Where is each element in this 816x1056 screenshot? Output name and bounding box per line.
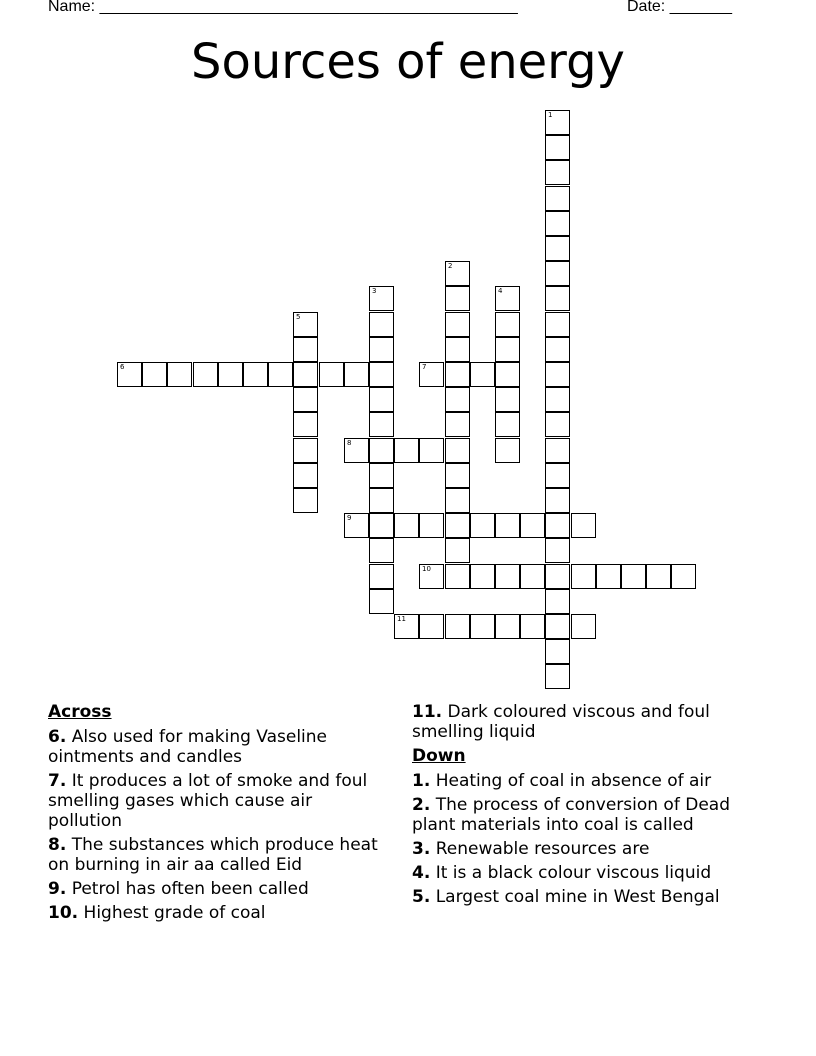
grid-cell[interactable]	[445, 488, 470, 513]
grid-cell[interactable]	[445, 286, 470, 311]
clue-across-11	[412, 702, 762, 742]
grid-cell[interactable]	[520, 513, 545, 538]
grid-cell[interactable]	[445, 438, 470, 463]
clue-across-8	[48, 835, 388, 875]
grid-cell[interactable]	[545, 160, 570, 185]
grid-cell[interactable]	[445, 362, 470, 387]
grid-cell[interactable]	[545, 639, 570, 664]
grid-cell[interactable]	[394, 614, 419, 639]
grid-cell[interactable]	[142, 362, 167, 387]
grid-cell[interactable]	[545, 463, 570, 488]
grid-cell[interactable]	[445, 337, 470, 362]
grid-cell[interactable]	[470, 513, 495, 538]
grid-cell[interactable]	[218, 362, 243, 387]
grid-cell[interactable]	[193, 362, 218, 387]
clue-text: It produces a lot of smoke and foul smelling gases which cause air pollution	[48, 771, 368, 831]
grid-cell[interactable]	[545, 538, 570, 563]
clue-across-6	[48, 727, 388, 767]
clue-text: Also used for making Vaseline ointments and candles	[48, 727, 328, 767]
grid-cell[interactable]	[520, 564, 545, 589]
grid-cell[interactable]	[293, 387, 318, 412]
grid-cell[interactable]	[545, 513, 570, 538]
grid-cell[interactable]	[344, 438, 369, 463]
clue-down-3	[412, 839, 762, 859]
clue-text: It is a black colour viscous liquid	[435, 863, 712, 883]
page-title: Sources of energy	[191, 34, 625, 90]
grid-cell[interactable]	[545, 589, 570, 614]
grid-cell[interactable]	[445, 463, 470, 488]
cell-number: 3	[372, 287, 377, 295]
grid-cell[interactable]	[369, 286, 394, 311]
grid-cell[interactable]	[293, 438, 318, 463]
cell-number: 7	[422, 363, 427, 371]
grid-cell[interactable]	[545, 362, 570, 387]
grid-cell[interactable]	[545, 564, 570, 589]
grid-cell[interactable]	[571, 564, 596, 589]
grid-cell[interactable]	[369, 538, 394, 563]
clues-left-column	[48, 702, 388, 927]
cell-number: 4	[498, 287, 503, 295]
clue-number: 4.	[412, 863, 431, 883]
grid-cell[interactable]	[545, 337, 570, 362]
grid-cell[interactable]	[344, 362, 369, 387]
down-heading: Down	[412, 746, 466, 766]
grid-cell[interactable]	[293, 362, 318, 387]
clue-text: Highest grade of coal	[83, 903, 266, 923]
grid-cell[interactable]	[545, 261, 570, 286]
grid-cell[interactable]	[419, 513, 444, 538]
clue-number: 7.	[48, 771, 67, 791]
grid-cell[interactable]	[495, 387, 520, 412]
grid-cell[interactable]	[445, 614, 470, 639]
grid-cell[interactable]	[445, 513, 470, 538]
grid-cell[interactable]	[445, 312, 470, 337]
clue-number: 3.	[412, 839, 431, 859]
clue-text: Largest coal mine in West Bengal	[435, 887, 720, 907]
grid-cell[interactable]	[545, 236, 570, 261]
grid-cell[interactable]	[495, 312, 520, 337]
grid-cell[interactable]	[117, 362, 142, 387]
grid-cell[interactable]	[545, 387, 570, 412]
clue-text: Heating of coal in absence of air	[435, 771, 712, 791]
grid-cell[interactable]	[293, 337, 318, 362]
grid-cell[interactable]	[445, 387, 470, 412]
grid-cell[interactable]	[394, 513, 419, 538]
clue-number: 10.	[48, 903, 79, 923]
clue-across-7	[48, 771, 388, 831]
clue-across-9	[48, 879, 388, 899]
grid-cell[interactable]	[268, 362, 293, 387]
cell-number: 10	[422, 565, 431, 573]
grid-cell[interactable]	[419, 362, 444, 387]
clue-down-4	[412, 863, 762, 883]
grid-cell[interactable]	[545, 438, 570, 463]
grid-cell[interactable]	[545, 488, 570, 513]
grid-cell[interactable]	[646, 564, 671, 589]
cell-number: 9	[347, 514, 352, 522]
grid-cell[interactable]	[545, 135, 570, 160]
grid-cell[interactable]	[394, 438, 419, 463]
grid-cell[interactable]	[495, 614, 520, 639]
name-field-label: Name: _______________________________________________	[48, 0, 518, 15]
grid-cell[interactable]	[495, 362, 520, 387]
grid-cell[interactable]	[369, 312, 394, 337]
cell-number: 1	[548, 111, 553, 119]
cell-number: 2	[448, 262, 453, 270]
cell-number: 11	[397, 615, 406, 623]
grid-cell[interactable]	[495, 513, 520, 538]
clue-number: 2.	[412, 795, 431, 815]
grid-cell[interactable]	[571, 614, 596, 639]
clue-text: The process of conversion of Dead plant materials into coal is called	[412, 795, 730, 835]
clue-number: 1.	[412, 771, 431, 791]
grid-cell[interactable]	[369, 412, 394, 437]
grid-cell[interactable]	[293, 463, 318, 488]
clue-number: 6.	[48, 727, 67, 747]
grid-cell[interactable]	[470, 614, 495, 639]
grid-cell[interactable]	[293, 412, 318, 437]
grid-cell[interactable]	[369, 387, 394, 412]
grid-cell[interactable]	[470, 564, 495, 589]
grid-cell[interactable]	[621, 564, 646, 589]
clues-right-column	[412, 702, 762, 911]
grid-cell[interactable]	[419, 614, 444, 639]
clue-number: 5.	[412, 887, 431, 907]
grid-cell[interactable]	[495, 412, 520, 437]
clue-down-5	[412, 887, 762, 907]
grid-cell[interactable]	[470, 362, 495, 387]
grid-cell[interactable]	[369, 362, 394, 387]
grid-cell[interactable]	[495, 564, 520, 589]
clue-text: Petrol has often been called	[71, 879, 309, 899]
grid-cell[interactable]	[545, 211, 570, 236]
grid-cell[interactable]	[445, 412, 470, 437]
clue-number: 11.	[412, 702, 443, 722]
clue-across-10	[48, 903, 388, 923]
grid-cell[interactable]	[167, 362, 192, 387]
clue-number: 8.	[48, 835, 67, 855]
grid-cell[interactable]	[545, 186, 570, 211]
grid-cell[interactable]	[344, 513, 369, 538]
grid-cell[interactable]	[520, 614, 545, 639]
grid-cell[interactable]	[671, 564, 696, 589]
across-heading: Across	[48, 702, 112, 722]
grid-cell[interactable]	[545, 286, 570, 311]
clue-number: 9.	[48, 879, 67, 899]
grid-cell[interactable]	[369, 438, 394, 463]
cell-number: 6	[120, 363, 125, 371]
grid-cell[interactable]	[369, 463, 394, 488]
clue-down-2	[412, 795, 762, 835]
clue-text: Renewable resources are	[435, 839, 650, 859]
grid-cell[interactable]	[545, 312, 570, 337]
grid-cell[interactable]	[495, 286, 520, 311]
grid-cell[interactable]	[293, 488, 318, 513]
grid-cell[interactable]	[445, 538, 470, 563]
grid-cell[interactable]	[596, 564, 621, 589]
grid-cell[interactable]	[419, 438, 444, 463]
grid-cell[interactable]	[243, 362, 268, 387]
grid-cell[interactable]	[495, 438, 520, 463]
grid-cell[interactable]	[369, 564, 394, 589]
grid-cell[interactable]	[369, 337, 394, 362]
clue-text: Dark coloured viscous and foul smelling liquid	[412, 702, 710, 742]
grid-cell[interactable]	[545, 664, 570, 689]
grid-cell[interactable]	[369, 488, 394, 513]
clue-text: The substances which produce heat on burning in air aa called Eid	[48, 835, 378, 875]
grid-cell[interactable]	[545, 110, 570, 135]
cell-number: 8	[347, 439, 352, 447]
grid-cell[interactable]	[545, 614, 570, 639]
grid-cell[interactable]	[545, 412, 570, 437]
date-field-label: Date: _______	[627, 0, 732, 15]
clue-down-1	[412, 771, 762, 791]
grid-cell[interactable]	[445, 261, 470, 286]
grid-cell[interactable]	[319, 362, 344, 387]
cell-number: 5	[296, 313, 301, 321]
grid-cell[interactable]	[419, 564, 444, 589]
grid-cell[interactable]	[369, 589, 394, 614]
grid-cell[interactable]	[571, 513, 596, 538]
grid-cell[interactable]	[445, 564, 470, 589]
grid-cell[interactable]	[293, 312, 318, 337]
grid-cell[interactable]	[495, 337, 520, 362]
grid-cell[interactable]	[369, 513, 394, 538]
